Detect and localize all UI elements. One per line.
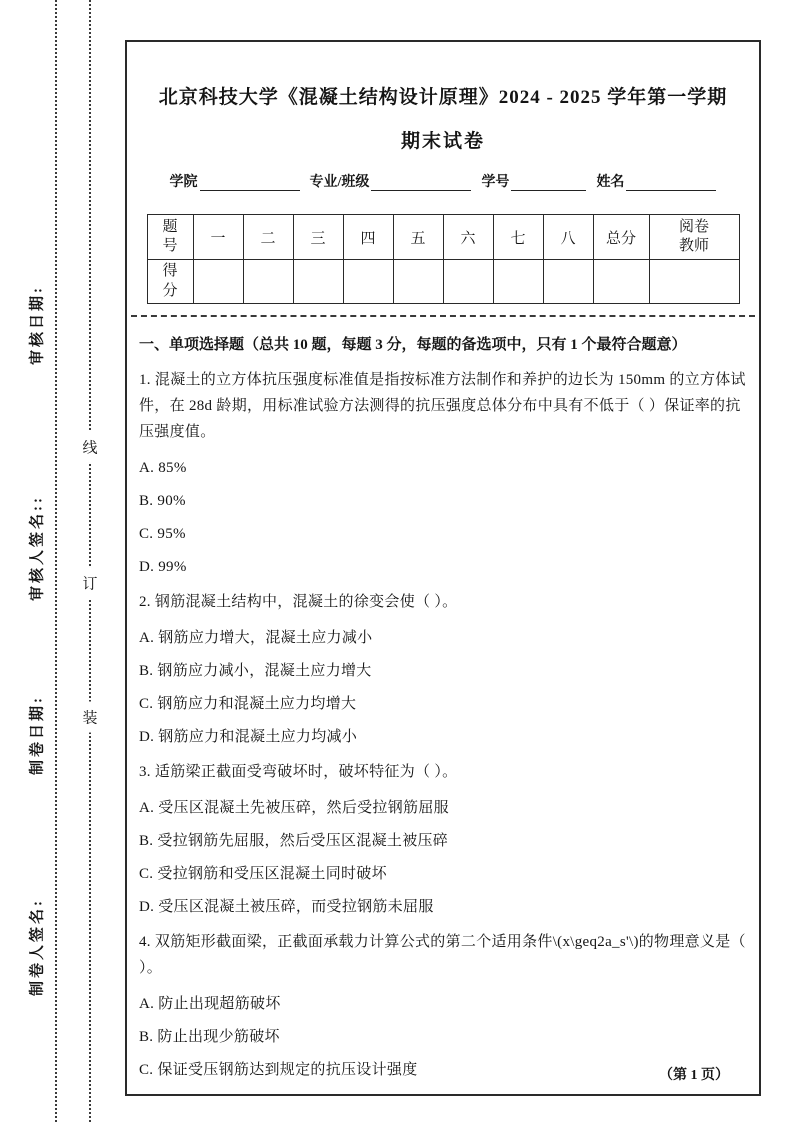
student-info-line <box>139 171 747 191</box>
section-heading: 一、单项选择题（总共 10 题，每题 3 分，每题的备选项中，只有 1 个最符合题意） <box>139 337 687 353</box>
field-college-blank <box>200 172 300 191</box>
question-2-text: 2. 钢筋混凝土结构中，混凝土的徐变会使（ ）。 <box>139 594 458 610</box>
score-table-empty-cell <box>593 260 649 304</box>
question-2-option-d: D. 钢筋应力和混凝土应力均减小 <box>139 729 358 745</box>
question-1-option-c: C. 95% <box>139 526 186 542</box>
score-table-score-label-text: 得分 <box>162 263 178 299</box>
binding-dotted-line-outer <box>55 0 57 1122</box>
score-table-empty-cell <box>393 260 443 304</box>
field-student-id <box>481 171 586 191</box>
binding-char-ding: 订 <box>81 568 98 599</box>
question-3-text: 3. 适筋梁正截面受弯破坏时，破坏特征为（ ）。 <box>139 764 458 780</box>
score-table-cell-1: 一 <box>193 215 243 260</box>
score-table-cell-total: 总分 <box>593 215 649 260</box>
margin-label-reviewer-signature: 审核人签名:: <box>29 495 46 601</box>
score-table-empty-cell <box>493 260 543 304</box>
question-1-text: 1. 混凝土的立方体抗压强度标准值是指按标准方法制作和养护的边长为 150mm 的立方体试件，在 28d 龄期，用标准试验方法测得的抗压强度总体分布中具有不低于（ ）保证率的抗压强度值。 <box>139 372 746 440</box>
question-4-text: 4. 双筋矩形截面梁，正截面承载力计算公式的第二个适用条件\(x\geq2a_s'\)的物理意义是（ ）。 <box>139 934 746 976</box>
margin-label-paper-maker-signature: 制卷人签名: <box>29 898 46 996</box>
field-major-class <box>310 171 472 191</box>
score-table-cell-6: 六 <box>443 215 493 260</box>
score-table-empty-cell <box>243 260 293 304</box>
margin-label-paper-date: 制卷日期: <box>29 695 46 775</box>
field-student-id-blank <box>511 172 586 191</box>
question-1 <box>139 367 747 577</box>
question-4-option-b: B. 防止出现少筋破坏 <box>139 1029 280 1045</box>
exam-title-line2: 期末试卷 <box>400 131 485 152</box>
question-3-option-b: B. 受拉钢筋先屈服，然后受压区混凝土被压碎 <box>139 833 449 849</box>
question-2-option-b: B. 钢筋应力减小，混凝土应力增大 <box>139 663 372 679</box>
question-4 <box>139 929 747 1080</box>
score-table-cell-5: 五 <box>393 215 443 260</box>
exam-title-line1: 北京科技大学《混凝土结构设计原理》2024 - 2025 学年第一学期 <box>158 87 728 108</box>
score-table-empty-cell <box>293 260 343 304</box>
score-table <box>147 214 740 304</box>
binding-dotted-line-inner <box>89 0 91 1122</box>
score-table-cell-7: 七 <box>493 215 543 260</box>
question-3-option-a: A. 受压区混凝土先被压碎，然后受拉钢筋屈服 <box>139 800 449 816</box>
question-2-option-a: A. 钢筋应力增大，混凝土应力减小 <box>139 630 373 646</box>
question-1-option-a: A. 85% <box>139 460 187 476</box>
question-2 <box>139 589 747 747</box>
field-college-label: 学院 <box>169 175 198 190</box>
score-table-cell-question-no <box>147 215 193 260</box>
score-table-empty-cell <box>649 260 739 304</box>
field-student-id-label: 学号 <box>481 175 510 190</box>
question-1-option-b: B. 90% <box>139 493 186 509</box>
binding-char-xian: 线 <box>81 432 98 463</box>
field-name <box>596 171 716 191</box>
question-3-option-d: D. 受压区混凝土被压碎，而受拉钢筋未屈服 <box>139 899 434 915</box>
score-table-empty-cell <box>543 260 593 304</box>
exam-sheet-frame <box>125 40 761 1096</box>
question-2-option-c: C. 钢筋应力和混凝土应力均增大 <box>139 696 357 712</box>
question-3 <box>139 759 747 917</box>
question-4-option-c: C. 保证受压钢筋达到规定的抗压设计强度 <box>139 1062 418 1078</box>
field-college <box>170 171 300 191</box>
score-table-cell-grader-label: 阅卷教师 <box>678 218 709 254</box>
score-table-header-row <box>147 215 739 260</box>
margin-label-review-date: 审核日期: <box>29 285 46 365</box>
score-table-empty-cell <box>443 260 493 304</box>
page-number: （第 1 页） <box>659 1068 729 1083</box>
score-table-cell-question-no-label: 题号 <box>162 218 178 254</box>
dashed-separator <box>131 315 755 317</box>
score-table-cell-4: 四 <box>343 215 393 260</box>
question-1-option-d: D. 99% <box>139 559 187 575</box>
score-table-empty-cell <box>193 260 243 304</box>
binding-char-zhuang: 装 <box>81 702 98 733</box>
score-table-cell-2: 二 <box>243 215 293 260</box>
score-table-cell-8: 八 <box>543 215 593 260</box>
score-table-cell-grader <box>649 215 739 260</box>
field-major-class-label: 专业/班级 <box>309 175 370 190</box>
question-3-option-c: C. 受拉钢筋和受压区混凝土同时破坏 <box>139 866 387 882</box>
score-table-cell-score-label <box>147 260 193 304</box>
question-4-option-a: A. 防止出现超筋破坏 <box>139 996 281 1012</box>
score-table-cell-3: 三 <box>293 215 343 260</box>
score-table-empty-cell <box>343 260 393 304</box>
field-name-blank <box>626 172 716 191</box>
field-major-class-blank <box>371 172 471 191</box>
field-name-label: 姓名 <box>596 175 625 190</box>
score-table-score-row <box>147 260 739 304</box>
